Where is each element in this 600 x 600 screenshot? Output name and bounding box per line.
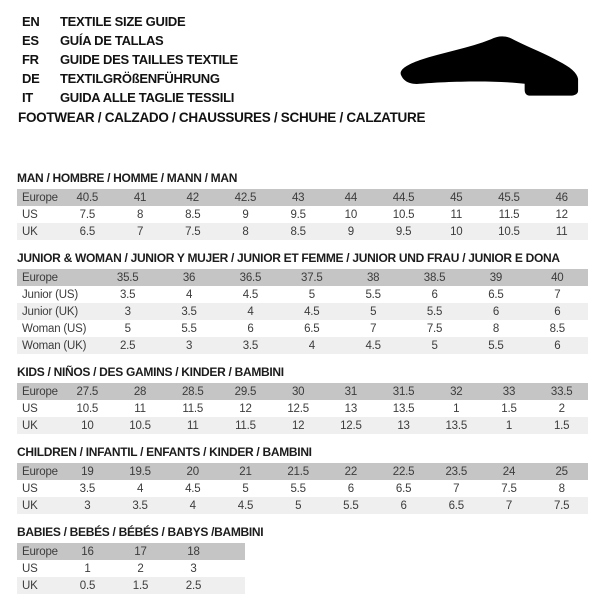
row-label: Europe	[22, 191, 58, 204]
table-title: BABIES / BEBÉS / BÉBÉS / BABYS /BAMBINI	[17, 525, 264, 539]
size-cell: 21.5	[287, 465, 309, 478]
table-row	[17, 189, 588, 206]
language-row	[22, 12, 238, 31]
size-cell: 44	[344, 191, 358, 204]
table-row	[17, 543, 245, 560]
size-cell: 2.5	[119, 339, 136, 352]
size-cell: 6	[492, 305, 500, 318]
size-cell: 33.5	[550, 385, 573, 398]
size-cell: 7.5	[501, 482, 517, 495]
size-cell: 10	[450, 225, 463, 238]
language-label: TEXTILE SIZE GUIDE	[60, 14, 186, 29]
language-label: TEXTILGRÖßENFÜHRUNG	[60, 71, 220, 86]
size-cell: 40	[551, 271, 564, 284]
size-cell: 44.5	[392, 191, 415, 204]
size-table	[17, 366, 588, 434]
size-cell: 4	[185, 288, 193, 301]
size-cell: 32	[450, 385, 463, 398]
size-cell: 10	[81, 419, 94, 432]
size-tables	[17, 172, 588, 600]
size-table	[17, 172, 588, 240]
row-label: Woman (US)	[22, 322, 87, 335]
size-cell: 37.5	[301, 271, 323, 284]
size-cell: 18	[187, 545, 200, 558]
size-cell: 5.5	[365, 288, 381, 301]
size-cell: 11.5	[235, 419, 256, 432]
size-cell: 3	[84, 499, 91, 512]
size-cell: 25	[555, 465, 568, 478]
size-cell: 42	[186, 191, 199, 204]
size-cell: 10.5	[76, 402, 99, 415]
size-cell: 5.5	[181, 322, 197, 335]
size-cell: 11	[186, 419, 199, 432]
table-row	[17, 286, 588, 303]
size-cell: 11	[450, 208, 463, 221]
size-cell: 3	[185, 339, 193, 352]
dress-shoe-icon	[398, 34, 586, 98]
size-cell: 31.5	[392, 385, 415, 398]
size-cell: 1	[505, 419, 513, 432]
row-label: UK	[22, 419, 38, 432]
size-cell: 19.5	[129, 465, 151, 478]
size-cell: 6	[400, 499, 407, 512]
size-cell: 8.5	[185, 208, 201, 221]
table-row	[17, 269, 588, 286]
size-cell: 29.5	[234, 385, 257, 398]
size-cell: 45.5	[498, 191, 520, 204]
size-cell: 13	[344, 402, 358, 415]
size-cell: 8.5	[290, 225, 306, 238]
language-code: ES	[22, 33, 39, 48]
size-cell: 7	[453, 482, 460, 495]
size-cell: 1.5	[132, 579, 149, 592]
table-row	[17, 480, 588, 497]
category-heading: FOOTWEAR / CALZADO / CHAUSSURES / SCHUHE / CALZATURE	[18, 110, 426, 125]
table-row	[17, 337, 588, 354]
size-cell: 2.5	[185, 579, 202, 592]
size-cell: 4	[189, 499, 196, 512]
size-cell: 4	[247, 305, 254, 318]
table-title: CHILDREN / INFANTIL / ENFANTS / KINDER / BAMBINI	[17, 445, 312, 459]
size-cell: 3	[190, 562, 197, 575]
size-cell: 6	[431, 288, 438, 301]
size-cell: 28	[133, 385, 147, 398]
row-label: US	[22, 482, 38, 495]
size-cell: 3.5	[132, 499, 148, 512]
size-cell: 9.5	[395, 225, 412, 238]
row-label: Europe	[22, 545, 58, 558]
size-cell: 31	[344, 385, 358, 398]
size-cell: 5.5	[343, 499, 359, 512]
size-cell: 3.5	[181, 305, 197, 318]
size-cell: 17	[134, 545, 147, 558]
size-cell: 3.5	[119, 288, 136, 301]
size-cell: 28.5	[181, 385, 204, 398]
table-title: JUNIOR & WOMAN / JUNIOR Y MUJER / JUNIOR ET FEMME / JUNIOR UND FRAU / JUNIOR E DONA	[17, 251, 560, 265]
size-cell: 1.5	[553, 419, 570, 432]
table-title: KIDS / NIÑOS / DES GAMINS / KINDER / BAMBINI	[17, 365, 284, 379]
row-label: Europe	[22, 271, 58, 284]
size-cell: 11	[134, 402, 146, 415]
row-label: US	[22, 402, 38, 415]
row-label: Woman (UK)	[22, 339, 87, 352]
size-cell: 1	[453, 402, 460, 415]
size-table	[17, 252, 588, 354]
table-row	[17, 320, 588, 337]
size-cell: 6	[247, 322, 254, 335]
size-cell: 8	[492, 322, 500, 335]
size-cell: 10.5	[129, 419, 151, 432]
language-list	[22, 12, 238, 107]
size-cell: 7	[554, 288, 561, 301]
language-row	[22, 50, 238, 69]
language-row	[22, 88, 238, 107]
size-cell: 41	[133, 191, 147, 204]
size-cell: 8	[242, 225, 249, 238]
size-cell: 7	[370, 322, 377, 335]
size-cell: 6	[554, 305, 561, 318]
language-code: FR	[22, 52, 39, 67]
row-label: US	[22, 562, 38, 575]
size-cell: 19	[81, 465, 94, 478]
size-cell: 5.5	[488, 339, 504, 352]
size-cell: 5.5	[290, 482, 306, 495]
size-cell: 27.5	[76, 385, 99, 398]
table-row	[17, 417, 588, 434]
size-cell: 9	[347, 225, 354, 238]
size-cell: 4.5	[185, 482, 201, 495]
size-cell: 5	[308, 288, 315, 301]
size-cell: 13.5	[445, 419, 468, 432]
size-cell: 6	[347, 482, 354, 495]
size-cell: 13.5	[392, 402, 415, 415]
size-cell: 21	[239, 465, 252, 478]
size-cell: 45	[450, 191, 463, 204]
language-label: GUIDE DES TAILLES TEXTILE	[60, 52, 238, 67]
row-label: UK	[22, 499, 38, 512]
size-table	[17, 525, 264, 594]
table-row	[17, 303, 588, 320]
table-row	[17, 463, 588, 480]
size-cell: 2	[137, 562, 144, 575]
row-label: UK	[22, 579, 38, 592]
row-label: US	[22, 208, 38, 221]
language-row	[22, 31, 238, 50]
table-row	[17, 383, 588, 400]
size-cell: 10	[344, 208, 358, 221]
size-cell: 5	[124, 322, 131, 335]
size-cell: 6.5	[488, 288, 504, 301]
size-cell: 12	[555, 208, 568, 221]
size-cell: 30	[291, 385, 305, 398]
size-cell: 4.5	[237, 499, 254, 512]
language-label: GUIDA ALLE TAGLIE TESSILI	[60, 90, 235, 105]
table-row	[17, 400, 588, 417]
size-cell: 22	[344, 465, 358, 478]
size-cell: 3	[124, 305, 131, 318]
size-cell: 38.5	[423, 271, 446, 284]
size-cell: 5	[242, 482, 249, 495]
size-cell: 11.5	[498, 208, 520, 221]
size-cell: 5	[370, 305, 377, 318]
table-row	[17, 497, 588, 514]
size-cell: 0.5	[79, 579, 96, 592]
table-row	[17, 223, 588, 240]
size-cell: 6.5	[304, 322, 320, 335]
size-cell: 7.5	[79, 208, 96, 221]
size-cell: 3.5	[79, 482, 96, 495]
size-cell: 11	[555, 225, 568, 238]
language-label: GUÍA DE TALLAS	[60, 33, 164, 48]
size-cell: 36.5	[239, 271, 262, 284]
size-cell: 6.5	[79, 225, 96, 238]
size-cell: 7	[136, 225, 144, 238]
language-row	[22, 69, 238, 88]
size-cell: 6	[554, 339, 561, 352]
language-code: DE	[22, 71, 40, 86]
size-cell: 1.5	[501, 402, 517, 415]
size-cell: 4.5	[365, 339, 381, 352]
size-cell: 7.5	[185, 225, 201, 238]
size-table	[17, 446, 588, 514]
row-label: Junior (US)	[22, 288, 78, 301]
size-cell: 5.5	[426, 305, 443, 318]
size-cell: 7	[505, 499, 513, 512]
size-cell: 22.5	[392, 465, 415, 478]
size-cell: 10.5	[392, 208, 415, 221]
size-cell: 8.5	[549, 322, 565, 335]
size-cell: 5	[431, 339, 438, 352]
table-row	[17, 577, 245, 594]
size-cell: 43	[291, 191, 305, 204]
size-cell: 7.5	[426, 322, 443, 335]
size-cell: 3.5	[242, 339, 259, 352]
size-cell: 8	[558, 482, 565, 495]
size-cell: 35.5	[116, 271, 139, 284]
row-label: UK	[22, 225, 38, 238]
size-cell: 46	[555, 191, 568, 204]
size-cell: 4	[308, 339, 315, 352]
size-cell: 40.5	[76, 191, 99, 204]
size-cell: 16	[81, 545, 94, 558]
row-label: Junior (UK)	[22, 305, 78, 318]
row-label: Europe	[22, 385, 58, 398]
size-cell: 5	[295, 499, 302, 512]
size-cell: 42.5	[234, 191, 257, 204]
size-cell: 38	[366, 271, 380, 284]
size-cell: 4	[136, 482, 144, 495]
size-cell: 4.5	[242, 288, 259, 301]
row-label: Europe	[22, 465, 58, 478]
size-cell: 12	[239, 402, 252, 415]
size-cell: 36	[182, 271, 196, 284]
size-cell: 10.5	[498, 225, 520, 238]
size-cell: 12	[291, 419, 305, 432]
size-cell: 9	[242, 208, 249, 221]
size-cell: 9.5	[290, 208, 306, 221]
size-cell: 6.5	[395, 482, 412, 495]
size-cell: 23.5	[445, 465, 468, 478]
size-cell: 2	[558, 402, 565, 415]
size-cell: 1	[84, 562, 91, 575]
size-cell: 6.5	[448, 499, 464, 512]
table-row	[17, 560, 245, 577]
size-cell: 33	[502, 385, 516, 398]
language-code: IT	[22, 90, 33, 105]
size-cell: 39	[489, 271, 503, 284]
size-cell: 7.5	[553, 499, 570, 512]
size-cell: 20	[186, 465, 199, 478]
size-cell: 4.5	[304, 305, 320, 318]
language-code: EN	[22, 14, 40, 29]
size-cell: 11.5	[182, 402, 204, 415]
size-cell: 8	[136, 208, 144, 221]
size-cell: 13	[397, 419, 410, 432]
table-row	[17, 206, 588, 223]
size-cell: 12.5	[340, 419, 362, 432]
table-title: MAN / HOMBRE / HOMME / MANN / MAN	[17, 171, 238, 185]
size-cell: 12.5	[287, 402, 309, 415]
size-cell: 24	[502, 465, 516, 478]
